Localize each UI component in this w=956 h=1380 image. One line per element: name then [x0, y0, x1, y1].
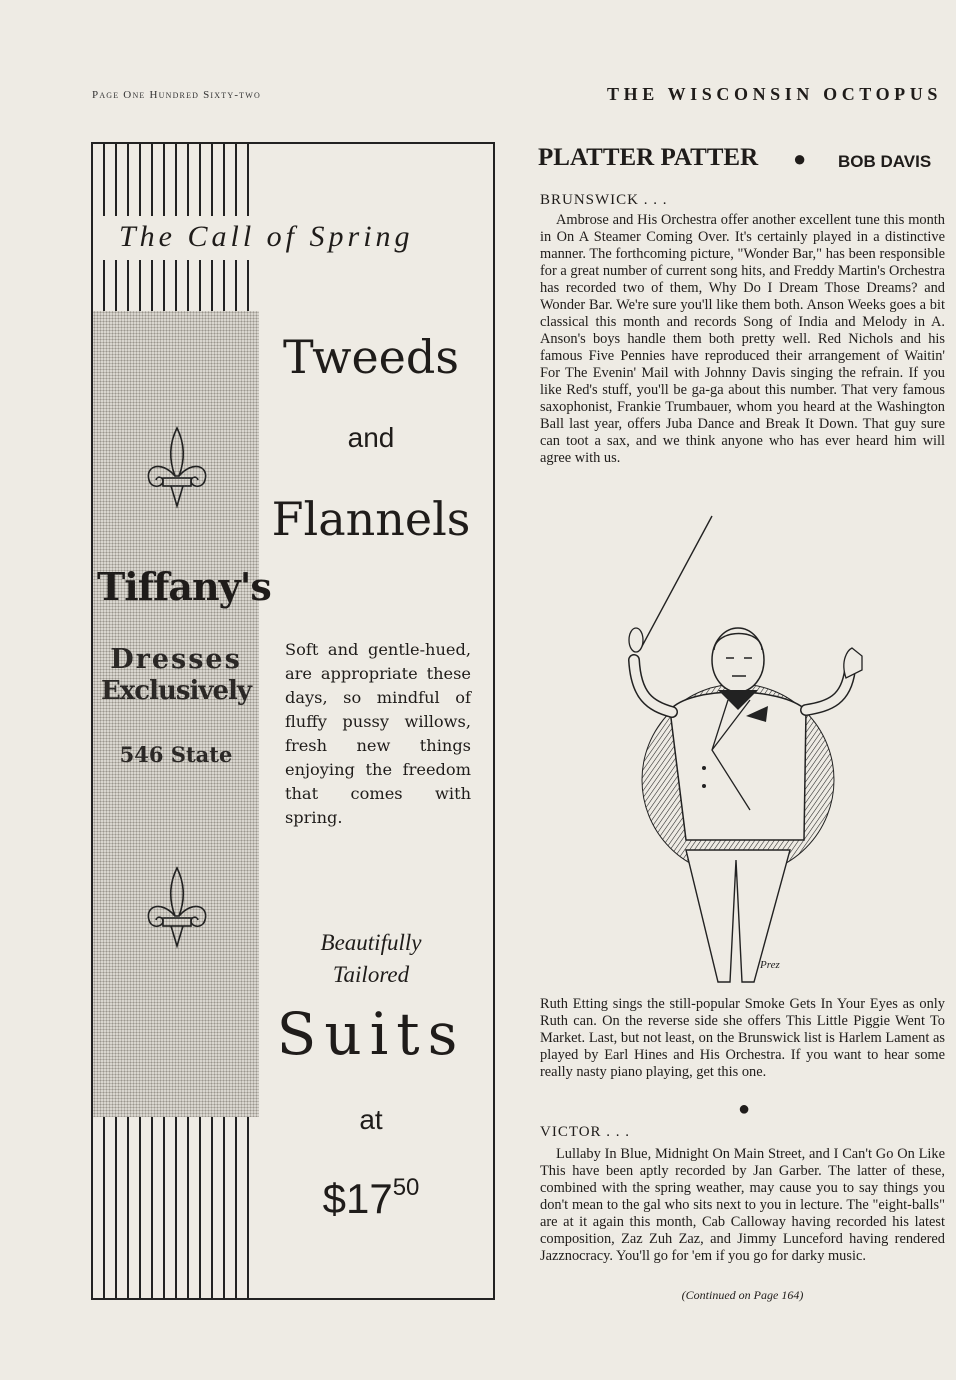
ad-flannels: Flannels	[271, 492, 471, 546]
paragraph-brunswick-continued: Ruth Etting sings the still-popular Smoke Gets In Your Eyes as only Ruth can. On the reverse side she offers This Little Piggie Went To Market. Last, but not least, on the Brunswick list is Harlem Lament as played by Earl Hines and His Orchestra. If you want to hear some really nasty piano playing, get this one.	[540, 996, 945, 1080]
tiffanys-advertisement	[91, 142, 495, 1300]
paragraph-brunswick-text: Ambrose and His Orchestra offer another excellent tune this month in On A Steamer Coming Over. It's certainly played in a distinctive manner. The forthcoming picture, "Wonder Bar," has been responsible for a great number of current song hits, and Freddy Martin's Orchestra has recorded two of them, Why Do I Dream Those Dreams? and Wonder Bar. We're sure you'll like them both. Anson Weeks goes a bit classical this month and records Song of India and Melody in A. Anson's boys handle them both pretty well. Red Nichols and his famous Five Pennies have reproduced their arrangement of Waitin' For The Evenin' Mail with Johnny Davis singing the refrain. If you like Red's stuff, you'll be ga-ga about this number. That very famous saxophonist, Frankie Trumbauer, whom you heard at the Washington Ball last year, offers Juba Dance and Break It Down. That guy sure can toot a sax, and we think anyone who has ever heard him will agree with us.	[540, 212, 945, 466]
continued-note: (Continued on Page 164)	[681, 1288, 804, 1302]
fleur-de-lis-icon	[141, 866, 213, 952]
page-number-label: Page One Hundred Sixty-two	[92, 89, 261, 101]
section-brunswick: BRUNSWICK . . .	[540, 192, 668, 208]
ad-tweeds: Tweeds	[283, 330, 459, 384]
ad-price	[265, 1174, 477, 1223]
brand-name: Tiffany's	[97, 564, 271, 609]
column-title: PLATTER PATTER	[538, 144, 759, 171]
ad-headline: The Call of Spring	[115, 220, 493, 254]
brand-line-exclusively: Exclusively	[100, 676, 252, 706]
ad-body-text: Soft and gentle-hued, are appropriate these days, so mindful of fluffy pussy willows, fresh new things enjoying the freedom that comes with spring.	[285, 640, 471, 827]
illustrator-signature: Prez	[760, 959, 780, 971]
vertical-stripes-top	[93, 144, 259, 216]
ad-suits: Suits	[276, 1000, 466, 1068]
vertical-stripes-bottom	[93, 1117, 259, 1298]
section-divider-bullet: ●	[738, 1098, 751, 1120]
ad-tagline-tailored: Tailored	[332, 962, 410, 987]
brand-line-dresses: Dresses	[110, 644, 242, 675]
paragraph-victor-text: Lullaby In Blue, Midnight On Main Street, and I Can't Go On Like This have been aptly recorded by Jan Garber. The latter of these, combined with the spring weather, may cause you to say things you don't mean to the gal who sits next to you in lecture. The "eight-balls" are at it again this month, Cab Calloway having recorded his latest composition, Zaz Zuh Zaz, and Jimmy Lunceford having rendered Jazznocracy. You'll go for 'em if you go for darky music.	[540, 1146, 945, 1264]
title-bullet: ●	[793, 146, 807, 171]
conductor-illustration	[600, 510, 900, 990]
paragraph-victor	[540, 1146, 945, 1265]
magazine-title: THE WISCONSIN OCTOPUS	[606, 84, 942, 104]
ad-at: at	[359, 1104, 383, 1135]
column-author: BOB DAVIS	[838, 152, 932, 171]
section-victor: VICTOR . . .	[540, 1124, 631, 1140]
price-dollars: $17	[322, 1175, 393, 1222]
fleur-de-lis-icon	[141, 426, 213, 512]
ad-tagline-beautifully: Beautifully	[320, 930, 422, 955]
ad-and: and	[347, 422, 395, 453]
store-address: 546 State	[119, 742, 233, 767]
price-cents: 50	[392, 1174, 420, 1201]
paragraph-brunswick	[540, 212, 945, 467]
vertical-stripes-middle	[93, 260, 259, 312]
